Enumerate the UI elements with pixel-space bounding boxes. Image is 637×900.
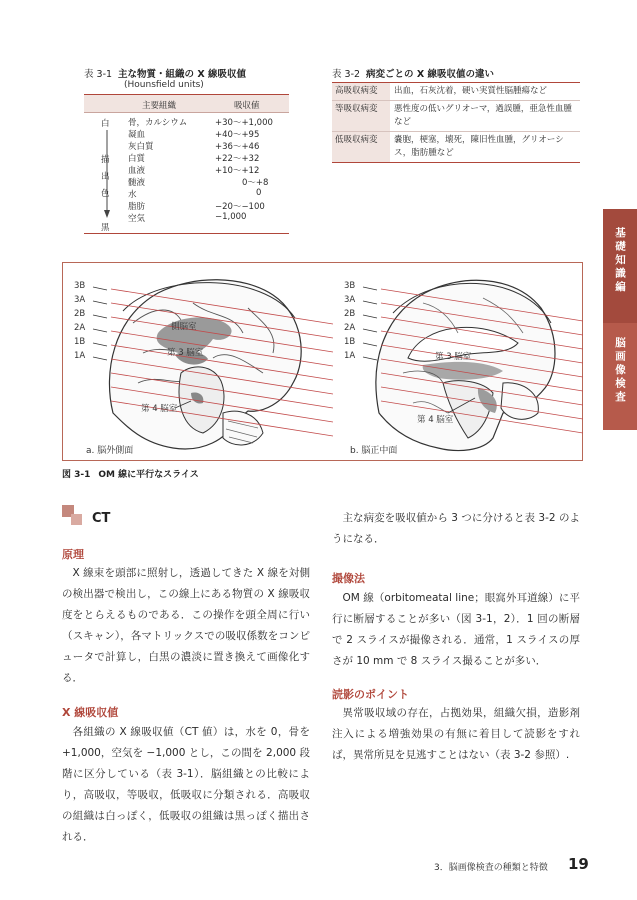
section-marker-icon xyxy=(62,505,84,527)
table1-subtitle: (Hounsfield units) xyxy=(124,80,204,90)
table1-black-label: 黒 xyxy=(101,223,110,233)
paragraph-principle: X 線束を頭部に照射し，透過してきた X 線を対側の検出器で検出し，この線上にある物質の X 線吸収度をとらえるものである．この操作を頭全周に行い（スキャン），各マトリックスでの吸収係数をコンピュータで計算し，白黒の濃淡に置き換えて画像化する． xyxy=(62,567,310,684)
figure-3-1 xyxy=(62,262,583,461)
table1-header-tissue: 主要組織 xyxy=(142,101,177,111)
label-fourth-ventricle-left: 第 4 脳室 xyxy=(141,404,178,414)
slice-label-1B: 1B xyxy=(74,337,86,347)
table2-caption xyxy=(332,66,494,80)
label-fourth-ventricle-right: 第 4 脳室 xyxy=(417,415,454,425)
section-title-ct: CT xyxy=(92,511,111,526)
paragraph-lesion-classification: 主な病変を吸収値から 3 つに分けると表 3-2 のようになる． xyxy=(332,512,580,545)
slice-label-1A: 1A xyxy=(344,351,356,361)
label-third-ventricle-left: 第 3 脳室 xyxy=(167,348,204,358)
table-row: 空気 −1,000 xyxy=(128,212,247,224)
table1-color-label-2: 出 xyxy=(101,172,110,182)
table1-color-label-1: 描 xyxy=(101,155,110,165)
lateral-brain-drawing xyxy=(109,280,301,449)
figure-title: OM 線に平行なスライス xyxy=(98,470,199,480)
table1-header-value: 吸収値 xyxy=(234,101,260,111)
table-row: 高吸収病変 出血，石灰沈着，硬い実質性脳腫瘍など xyxy=(332,83,580,100)
table-row: 骨，カルシウム +30～+1,000 xyxy=(128,118,273,128)
figure-a-caption: a. 脳外側面 xyxy=(86,446,134,456)
slice-label-3A: 3A xyxy=(344,295,356,305)
slice-label-2B: 2B xyxy=(74,309,86,319)
table1 xyxy=(84,94,289,234)
paragraph-reading-points: 異常吸収域の存在，占拠効果，組織欠損，造影剤注入による増強効果の有無に着目して読影をすれば，異常所見を見逃すことはない（表 3-2 参照）. xyxy=(332,707,580,761)
heading-x-ray-absorption: X 線吸収値 xyxy=(62,706,119,719)
heading-imaging-method: 撮像法 xyxy=(332,572,365,585)
table-row: 等吸収病変 悪性度の低いグリオーマ，過誤腫，亜急性血腫など xyxy=(332,100,580,131)
table2-title: 病変ごとの X 線吸収値の違い xyxy=(366,69,494,80)
table1-caption xyxy=(84,66,246,80)
table1-number: 表 3-1 xyxy=(84,69,113,80)
slice-label-2A: 2A xyxy=(344,323,356,333)
slice-label-2B: 2B xyxy=(344,309,356,319)
chapter-side-tab xyxy=(603,209,637,430)
slice-label-1B: 1B xyxy=(344,337,356,347)
table1-body xyxy=(84,113,289,233)
figure-caption xyxy=(62,467,199,480)
footer-chapter-title: 3．脳画像検査の種類と特徴 xyxy=(434,863,548,873)
table-row: 血液 +10～+12 xyxy=(128,166,260,176)
slice-label-3A: 3A xyxy=(74,295,86,305)
table-row: 白質 +22～+32 xyxy=(128,154,260,164)
table-row: 灰白質 +36～+46 xyxy=(128,142,260,152)
paragraph-x-ray-absorption: 各組織の X 線吸収値（CT 値）は，水を 0，骨を +1,000，空気を −1,000 とし，この間を 2,000 段階に区分している（表 3-1）．脳組織との比較により，高吸収，等吸収，低吸収に分類される．高吸収の組織は白っぽく，低吸収の組織は黒っぽく描出される． xyxy=(62,726,310,843)
table-row: 髄液 0～+8 xyxy=(128,178,269,188)
table-row: 凝血 +40～+95 xyxy=(128,130,260,140)
table-row: 水 0 xyxy=(128,188,262,200)
table1-white-label: 白 xyxy=(101,119,110,129)
page-number: 19 xyxy=(568,855,589,873)
label-third-ventricle-right: 第 3 脳室 xyxy=(435,352,472,362)
figure-b-caption: b. 脳正中面 xyxy=(350,446,398,456)
paragraph-imaging-method: OM 線（orbitomeatal line；眼窩外耳道線）に平行に断層することが多い（図 3-1，2）．1 回の断層で 2 スライスが撮像される．通常，1 スライスの厚さが 10 mm で 8 スライス撮ることが多い． xyxy=(332,592,580,667)
label-lateral-ventricle: 側脳室 xyxy=(171,322,197,332)
table1-title: 主な物質・組織の X 線吸収値 xyxy=(118,69,246,80)
brain-slice-illustration xyxy=(63,263,584,462)
heading-reading-points: 読影のポイント xyxy=(332,688,409,701)
table-row: 脂肪 −20～−100 xyxy=(128,202,265,212)
table2-number: 表 3-2 xyxy=(332,69,361,80)
slice-label-1A: 1A xyxy=(74,351,86,361)
slice-label-3B: 3B xyxy=(344,281,356,291)
figure-number: 図 3-1 xyxy=(62,470,91,480)
table1-color-label-3: 色 xyxy=(101,189,110,199)
slice-label-3B: 3B xyxy=(74,281,86,291)
side-tab-section: 基礎知識編 xyxy=(614,227,626,295)
slice-label-2A: 2A xyxy=(74,323,86,333)
midsagittal-brain-drawing xyxy=(376,280,555,450)
side-tab-chapter: 脳画像検査 xyxy=(614,337,626,405)
table2 xyxy=(332,82,580,163)
table1-header xyxy=(84,95,289,113)
table-row: 低吸収病変 嚢胞，梗塞，壊死，陳旧性血腫，グリオーシス，脂肪腫など xyxy=(332,131,580,162)
heading-principle: 原理 xyxy=(62,548,84,561)
